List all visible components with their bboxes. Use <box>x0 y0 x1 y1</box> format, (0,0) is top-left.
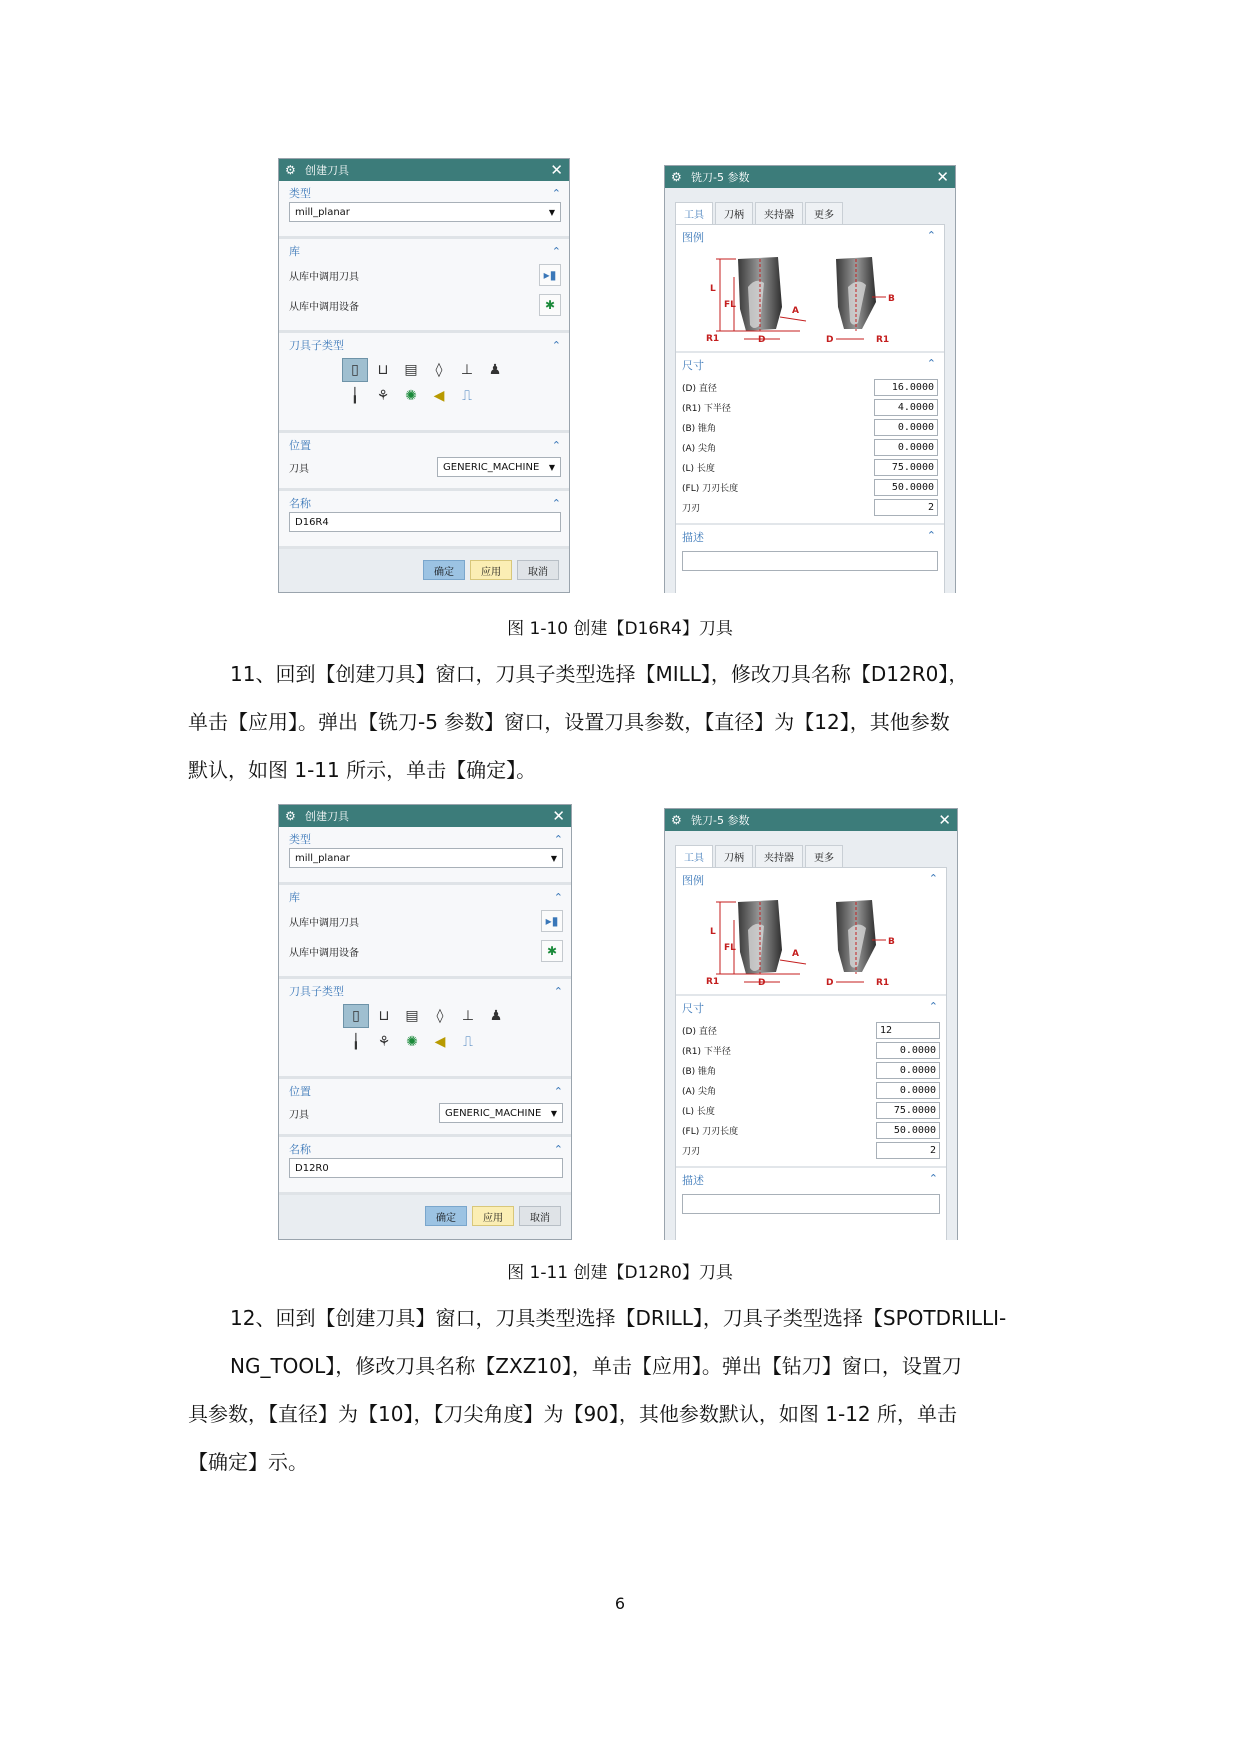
name-value: D12R0 <box>295 1162 329 1174</box>
lib-device-label: 从库中调用设备 <box>289 947 359 959</box>
subtype-label: 刀具子类型 <box>289 339 344 352</box>
collapse-icon[interactable]: ⌃ <box>928 1000 938 1013</box>
collapse-icon[interactable]: ⌃ <box>926 357 936 370</box>
param-input[interactable]: 12 <box>876 1022 940 1039</box>
label-R1-2: R1 <box>876 335 890 345</box>
name-label: 名称 <box>289 497 311 510</box>
page-number: 6 <box>614 1594 626 1613</box>
gear-tool-icon[interactable]: ✺ <box>405 388 417 404</box>
text-line: 11、回到【创建刀具】窗口，刀具子类型选择【MILL】，修改刀具名称【D12R0】， <box>230 662 969 686</box>
tool-label: 刀具 <box>289 463 309 475</box>
library-device-icon[interactable]: ✱ <box>541 940 563 962</box>
create-tool-dialog <box>278 804 572 1240</box>
subtype-section <box>279 979 571 1079</box>
param-input[interactable]: 50.0000 <box>876 1122 940 1139</box>
name-label: 名称 <box>289 1143 311 1156</box>
label-A: A <box>792 949 799 959</box>
tool-diagram <box>676 890 946 990</box>
name-section <box>279 491 569 549</box>
label-R1: R1 <box>706 977 720 987</box>
chevron-down-icon: ▼ <box>550 853 557 863</box>
dialog-title: 铣刀-5 参数 <box>691 814 750 827</box>
chevron-down-icon: ▼ <box>548 462 555 472</box>
location-label: 位置 <box>289 439 311 452</box>
collapse-icon[interactable]: ⌃ <box>926 529 936 542</box>
tool-panel <box>675 867 947 1240</box>
collapse-icon[interactable]: ⌃ <box>551 186 561 200</box>
param-row <box>676 1140 946 1160</box>
tab-bar <box>665 831 957 867</box>
label-D: D <box>758 978 766 988</box>
library-label: 库 <box>289 245 300 258</box>
location-label: 位置 <box>289 1085 311 1098</box>
name-value: D16R4 <box>295 516 329 528</box>
cancel-button[interactable]: 取消 <box>517 560 559 580</box>
collapse-icon[interactable]: ⌃ <box>553 1084 563 1098</box>
lib-tool-label: 从库中调用刀具 <box>289 917 359 929</box>
param-label: (D) 直径 <box>682 1026 717 1037</box>
param-row <box>676 1100 946 1120</box>
dialog-title-bar[interactable] <box>279 159 569 181</box>
param-row <box>676 1020 946 1040</box>
description-label: 描述 <box>682 531 704 544</box>
type-label: 类型 <box>289 833 311 846</box>
label-FL: FL <box>724 943 736 953</box>
chamfer-mill-icon[interactable]: ◊ <box>435 362 443 378</box>
tab-shank[interactable]: 刀柄 <box>715 845 753 867</box>
param-input[interactable]: 0.0000 <box>874 419 938 436</box>
dialog-title-bar[interactable] <box>279 805 571 827</box>
label-B: B <box>888 294 895 304</box>
collapse-icon[interactable]: ⌃ <box>928 1172 938 1185</box>
param-input[interactable]: 0.0000 <box>876 1082 940 1099</box>
mill-params-dialog <box>664 808 958 1240</box>
param-label: (A) 尖角 <box>682 1086 717 1097</box>
thread-mill-icon[interactable]: ╽ <box>351 1034 361 1050</box>
chamfer-mill-icon[interactable]: ◊ <box>436 1008 444 1024</box>
form-tool-icon[interactable]: ⚘ <box>376 388 390 404</box>
param-row <box>676 397 944 417</box>
label-L: L <box>710 284 716 294</box>
close-icon[interactable]: ✕ <box>550 161 563 179</box>
size-label: 尺寸 <box>682 359 704 372</box>
dialog-title-bar[interactable] <box>665 166 955 188</box>
collapse-icon[interactable]: ⌃ <box>928 872 938 885</box>
apply-button[interactable]: 应用 <box>470 560 512 580</box>
label-FL: FL <box>724 300 736 310</box>
tab-more[interactable]: 更多 <box>805 202 843 224</box>
chevron-down-icon: ▼ <box>548 207 555 217</box>
param-label: 刀刃 <box>682 1146 701 1157</box>
collapse-icon[interactable]: ⌃ <box>553 890 563 904</box>
param-row <box>676 457 944 477</box>
param-input[interactable]: 50.0000 <box>874 479 938 496</box>
t-cutter-icon[interactable]: ⊥ <box>461 1008 475 1024</box>
param-input[interactable]: 75.0000 <box>874 459 938 476</box>
param-label: (FL) 刀刃长度 <box>682 1126 739 1137</box>
collapse-icon[interactable]: ⌃ <box>551 244 561 258</box>
label-D2: D <box>826 335 834 345</box>
param-row <box>676 417 944 437</box>
param-label: (L) 长度 <box>682 1106 715 1117</box>
description-input[interactable] <box>682 551 938 571</box>
collapse-icon[interactable]: ⌃ <box>551 438 561 452</box>
collapse-icon[interactable]: ⌃ <box>926 229 936 242</box>
param-label: (FL) 刀刃长度 <box>682 483 739 494</box>
param-row <box>676 437 944 457</box>
mill-params-dialog <box>664 165 956 593</box>
tab-shank[interactable]: 刀柄 <box>715 202 753 224</box>
param-row <box>676 377 944 397</box>
param-row <box>676 1040 946 1060</box>
library-device-icon[interactable]: ✱ <box>539 294 561 316</box>
ballmill-icon[interactable]: ⊔ <box>378 1008 390 1024</box>
param-label: (B) 锥角 <box>682 1066 717 1077</box>
probe-icon[interactable]: ◀ <box>434 1034 446 1050</box>
cancel-button[interactable]: 取消 <box>519 1206 561 1226</box>
param-row <box>676 497 944 517</box>
param-input[interactable]: 2 <box>876 1142 940 1159</box>
dialog-title: 创建刀具 <box>305 164 349 177</box>
param-input[interactable]: 0.0000 <box>876 1042 940 1059</box>
library-tool-icon[interactable]: ▸▮ <box>539 264 561 286</box>
param-label: (R1) 下半径 <box>682 403 731 414</box>
label-R1-2: R1 <box>876 978 890 988</box>
tool-diagram <box>676 247 946 347</box>
location-section <box>279 433 569 491</box>
figure-caption: 图 1-11 创建【D12R0】刀具 <box>507 1263 733 1283</box>
param-row <box>676 477 944 497</box>
text-line: 【确定】示。 <box>188 1450 308 1474</box>
param-row <box>676 1060 946 1080</box>
description-input[interactable] <box>682 1194 940 1214</box>
type-select[interactable] <box>289 848 563 868</box>
dialog-title-bar[interactable] <box>665 809 957 831</box>
label-L: L <box>710 927 716 937</box>
tab-holder[interactable]: 夹持器 <box>755 845 803 867</box>
type-label: 类型 <box>289 187 311 200</box>
tool-value: GENERIC_MACHINE <box>445 1107 542 1119</box>
legend-label: 图例 <box>682 231 704 244</box>
barrel-mill-icon[interactable]: ♟ <box>488 362 502 378</box>
param-row <box>676 1120 946 1140</box>
lib-tool-row <box>289 260 561 290</box>
label-D: D <box>758 335 766 345</box>
ok-button[interactable]: 确定 <box>423 560 465 580</box>
param-label: (D) 直径 <box>682 383 717 394</box>
location-section <box>279 1079 571 1137</box>
button-bar <box>279 549 569 591</box>
legend-label: 图例 <box>682 874 704 887</box>
gear-tool-icon[interactable]: ✺ <box>406 1034 418 1050</box>
button-bar <box>279 1195 571 1237</box>
create-tool-dialog <box>278 158 570 593</box>
collapse-icon[interactable]: ⌃ <box>553 984 563 998</box>
t-cutter-icon[interactable]: ⊥ <box>460 362 474 378</box>
tool-value: GENERIC_MACHINE <box>443 461 540 473</box>
gear-icon: ⚙ <box>285 163 296 177</box>
library-tool-icon[interactable]: ▸▮ <box>541 910 563 932</box>
close-icon[interactable]: ✕ <box>552 807 565 825</box>
param-input[interactable]: 16.0000 <box>874 379 938 396</box>
thread-mill-icon[interactable]: ╽ <box>350 388 360 404</box>
dialog-title: 创建刀具 <box>305 810 349 823</box>
close-icon[interactable]: ✕ <box>938 811 951 829</box>
param-row <box>676 1080 946 1100</box>
form-tool-icon[interactable]: ⚘ <box>377 1034 391 1050</box>
name-input[interactable] <box>289 512 561 532</box>
tab-holder[interactable]: 夹持器 <box>755 202 803 224</box>
type-value: mill_planar <box>295 852 350 864</box>
collapse-icon[interactable]: ⌃ <box>551 496 561 510</box>
ok-button[interactable]: 确定 <box>425 1206 467 1226</box>
param-input[interactable]: 0.0000 <box>874 439 938 456</box>
tab-bar <box>665 188 955 224</box>
library-label: 库 <box>289 891 300 904</box>
param-input[interactable]: 75.0000 <box>876 1102 940 1119</box>
spiral-mill-icon[interactable]: ▤ <box>405 1008 419 1024</box>
size-label: 尺寸 <box>682 1002 704 1015</box>
ballmill-icon[interactable]: ⊔ <box>377 362 389 378</box>
tab-more[interactable]: 更多 <box>805 845 843 867</box>
paragraph-11 <box>188 650 1048 794</box>
text-line: 12、回到【创建刀具】窗口，刀具类型选择【DRILL】，刀具子类型选择【SPOTDRILLI- <box>230 1306 1007 1330</box>
name-input[interactable] <box>289 1158 563 1178</box>
lib-device-row <box>289 290 561 320</box>
endmill-icon[interactable]: ▯ <box>342 358 368 382</box>
name-section <box>279 1137 571 1195</box>
library-section <box>279 239 569 333</box>
lib-tool-label: 从库中调用刀具 <box>289 271 359 283</box>
close-icon[interactable]: ✕ <box>936 168 949 186</box>
probe-icon[interactable]: ◀ <box>433 388 445 404</box>
param-input[interactable]: 4.0000 <box>874 399 938 416</box>
figure-caption: 图 1-10 创建【D16R4】刀具 <box>507 619 733 639</box>
tab-tool[interactable]: 工具 <box>675 845 713 867</box>
label-B: B <box>888 937 895 947</box>
tool-label: 刀具 <box>289 1109 309 1121</box>
tab-tool[interactable]: 工具 <box>675 202 713 224</box>
paragraph-12 <box>188 1294 1048 1486</box>
holder-icon[interactable]: ⎍ <box>462 388 472 404</box>
param-label: 刀刃 <box>682 503 701 514</box>
type-value: mill_planar <box>295 206 350 218</box>
collapse-icon[interactable]: ⌃ <box>551 338 561 352</box>
collapse-icon[interactable]: ⌃ <box>553 1142 563 1156</box>
barrel-mill-icon[interactable]: ♟ <box>489 1008 503 1024</box>
param-label: (R1) 下半径 <box>682 1046 731 1057</box>
param-label: (L) 长度 <box>682 463 715 474</box>
subtype-section <box>279 333 569 433</box>
label-A: A <box>792 306 799 316</box>
param-input[interactable]: 2 <box>874 499 938 516</box>
dialog-title: 铣刀-5 参数 <box>691 171 750 184</box>
endmill-icon[interactable]: ▯ <box>343 1004 369 1028</box>
param-label: (A) 尖角 <box>682 443 717 454</box>
gear-icon: ⚙ <box>671 813 682 827</box>
library-section <box>279 885 571 979</box>
chevron-down-icon: ▼ <box>550 1108 557 1118</box>
lib-device-label: 从库中调用设备 <box>289 301 359 313</box>
param-label: (B) 锥角 <box>682 423 717 434</box>
collapse-icon[interactable]: ⌃ <box>553 832 563 846</box>
text-line: 具参数，【直径】为【10】，【刀尖角度】为【90】，其他参数默认，如图 1-12 所，单击 <box>188 1402 958 1426</box>
tool-panel <box>675 224 945 593</box>
holder-icon[interactable]: ⎍ <box>463 1034 473 1050</box>
apply-button[interactable]: 应用 <box>472 1206 514 1226</box>
spiral-mill-icon[interactable]: ▤ <box>404 362 418 378</box>
tool-select[interactable] <box>439 1103 563 1123</box>
text-line: 单击【应用】。弹出【铣刀-5 参数】窗口，设置刀具参数，【直径】为【12】，其他参数 <box>188 710 950 734</box>
label-R1: R1 <box>706 334 720 344</box>
tool-select[interactable] <box>437 457 561 477</box>
description-label: 描述 <box>682 1174 704 1187</box>
param-input[interactable]: 0.0000 <box>876 1062 940 1079</box>
gear-icon: ⚙ <box>285 809 296 823</box>
subtype-label: 刀具子类型 <box>289 985 344 998</box>
text-line: 默认，如图 1-11 所示，单击【确定】。 <box>188 758 537 782</box>
label-D2: D <box>826 978 834 988</box>
type-section <box>279 827 571 885</box>
text-line: NG_TOOL】，修改刀具名称【ZXZ10】，单击【应用】。弹出【钻刀】窗口，设置刀 <box>230 1354 962 1378</box>
gear-icon: ⚙ <box>671 170 682 184</box>
type-section <box>279 181 569 239</box>
type-select[interactable] <box>289 202 561 222</box>
